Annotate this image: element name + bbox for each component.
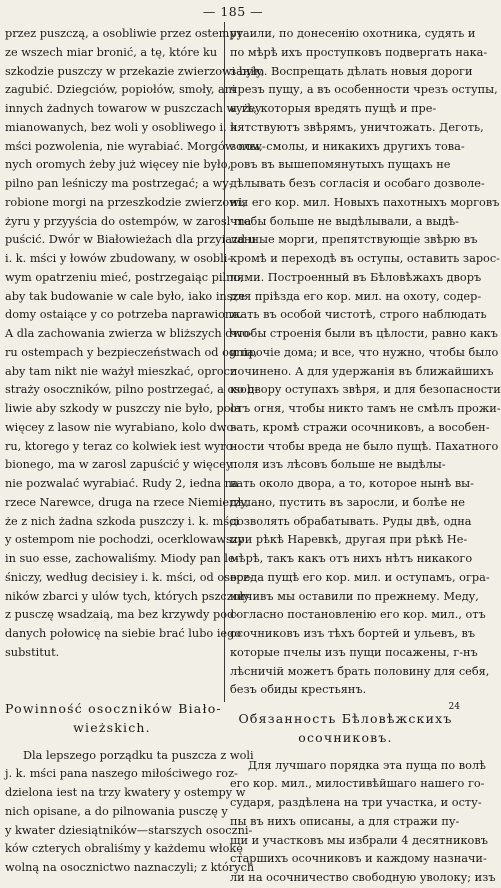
text-line: wym opatrzeniu mieć, postrzegaiąc pilno, xyxy=(5,270,244,284)
text-line: A dla zachowania zwierza w bliższych dwo- xyxy=(5,327,253,340)
text-line: по мѣрѣ ихъ проступковъ подвергать нака- xyxy=(230,45,488,59)
text-line: сударя, раздѣлена на три участка, и осту- xyxy=(230,796,482,809)
text-line: нія его кор. мил. Новыхъ пахотныхъ морговъ xyxy=(230,195,500,209)
text-line: ru, ktorego y teraz co kolwiek iest wyro- xyxy=(5,439,237,453)
text-line: dzielona iest na trzy kwatery y ostempy w xyxy=(5,786,246,799)
text-line: дѣлано, пустить въ заросли, и болѣе не xyxy=(230,495,465,509)
text-line: дѣлывать безъ согласія и особаго дозволе- xyxy=(230,177,485,190)
text-line: поля изъ лѣсовъ больше не выдѣлы- xyxy=(230,458,446,472)
text-line: mianowanych, bez woli y osobliwego i. k. xyxy=(5,120,241,134)
text-line: aby tak budowanie w cale było, iako insze xyxy=(5,289,246,303)
text-line: и прочіе дома; и все, что нужно, чтобы было xyxy=(230,345,499,359)
text-line: старшихъ осочниковъ и каждому назначи- xyxy=(230,852,487,866)
text-line: при рѣкѣ Наревкѣ, другая при рѣкѣ Не- xyxy=(230,533,468,547)
text-line: чрезъ пущу, а въ особенности чрезъ оступы, xyxy=(230,83,498,97)
text-line: i. k. mści y łowów zbudowany, w osobli- xyxy=(5,252,232,265)
text-line: wolną na osocznictwo naznaczyli; z których xyxy=(5,861,255,874)
text-line: для пріѣзда его кор. мил. на охоту, содер- xyxy=(230,289,482,303)
text-line: j. k. mści pana naszego miłościwego roz- xyxy=(5,767,238,781)
text-line: ków czterych obraliśmy y każdemu włokę xyxy=(5,842,243,856)
text-line: pilno pan leśniczy ma postrzegać; a wy- xyxy=(5,177,233,190)
text-line: straży osoczników, pilno postrzegać, a osob- xyxy=(5,383,258,397)
text-line: żyru y przyyścia do ostempów, w zarosl ma xyxy=(5,214,252,228)
text-line: жать въ особой чистотѣ, строго наблюдать xyxy=(230,308,487,322)
text-line: aby tam nikt nie ważył mieszkać, oprocz xyxy=(5,364,236,378)
text-line: domy ostaiące y co potrzeba naprawiono. xyxy=(5,308,243,322)
text-line: вреда пущѣ его кор. мил. и оступамъ, огра- xyxy=(230,570,490,584)
text-line: занію. Воспрещать дѣлать новыя дороги xyxy=(230,64,473,78)
text-line: szkodzie puszczy w przekazie zwierzowi były, xyxy=(5,64,265,78)
text-line: śniczy, według decisiey i. k. mści, od osocz- xyxy=(5,570,253,584)
text-line: лями. Построенный въ Бѣловѣжахъ дворъ xyxy=(230,270,482,284)
text-line: лѣсничій можетъ брать половину для себя, xyxy=(230,664,490,678)
text-line: ru ostempach y bezpieczeństwach od ognia, xyxy=(5,345,258,359)
text-line: Для лучшаго порядка эта пуща по волѣ xyxy=(248,758,486,772)
text-line: innych żadnych towarow w puszczach wyżey xyxy=(5,102,262,115)
left-column-polish xyxy=(5,25,266,878)
text-line: Dla lepszego porządku ta puszcza z woli xyxy=(23,748,254,762)
text-line: ników zbarci y ulów tych, których pszczoły xyxy=(5,589,250,603)
text-line: ровъ въ вышепомянутыхъ пущахъ не xyxy=(230,158,451,172)
text-line: robione morgi na przeszkodzie zwierzowi, xyxy=(5,195,247,209)
text-line: пы въ нихъ описаны, а для стражи пу- xyxy=(230,814,460,828)
text-line: nie pozwalać wyrabiać. Rudy 2, iedna na xyxy=(5,477,239,490)
left-main-text xyxy=(5,25,266,663)
right-section-text xyxy=(230,757,496,888)
page-number: — 185 — xyxy=(202,4,264,19)
text-line: substitut. xyxy=(5,645,60,659)
text-line: ze wszech miar bronić, a tę, które ku xyxy=(5,45,218,59)
text-line: y kwater dziesiątników—starszych osoczni- xyxy=(5,823,253,837)
text-line: ли на осочничество свободную уволоку; изъ xyxy=(230,871,496,884)
text-line: że z nich żadna szkoda puszczy i. k. mści xyxy=(5,514,240,528)
text-line: puścić. Dwór w Białowieżach dla przyiazd u xyxy=(5,233,257,247)
text-line: rzece Narewce, druga na rzece Niemierzy, xyxy=(5,495,249,509)
text-line: liwie aby szkody w puszczy nie było, pola xyxy=(5,402,241,415)
text-line: его кор. мил., милостивѣйшаго нашего го- xyxy=(230,777,485,791)
text-line: przez puszczą, a osobliwie przez ostempy xyxy=(5,27,243,40)
text-line: Обязанность Бѣловѣжскихъ xyxy=(238,711,453,726)
right-heading xyxy=(230,710,461,748)
text-line: мѣрѣ, такъ какъ отъ нихъ нѣтъ никакого xyxy=(230,552,473,565)
text-line: щи и участковъ мы избрали 4 десятниковъ xyxy=(230,833,488,847)
text-line: Powinność osoczników Biało- xyxy=(5,701,222,716)
text-line: осочниковъ. xyxy=(298,729,393,745)
text-line: дозволять обрабатывать. Руды двѣ, одна xyxy=(230,514,472,528)
text-line: пятствуютъ звѣрямъ, уничтожать. Деготь, xyxy=(230,120,484,134)
text-line: danych połowicę na siebie brać lubo iego xyxy=(5,627,242,640)
text-line: починено. А для удержанія въ ближайшихъ xyxy=(230,364,494,378)
text-line: zagubić. Dziegciów, popiołów, smoły, ani xyxy=(5,83,236,97)
text-line: осочниковъ изъ тѣхъ бортей и ульевъ, въ xyxy=(230,627,476,640)
text-line: согласно постановленію его кор. мил., отъ xyxy=(230,608,486,622)
left-section-text xyxy=(5,747,255,878)
text-line: nich opisane, a do pilnowania pusczę y xyxy=(5,804,228,818)
text-line: z pusczę wsadzaią, ma bez krzywdy pod- xyxy=(5,608,239,622)
text-line: утаили, по донесенію охотника, судять и xyxy=(230,27,476,40)
text-line: безъ обиды крестьянъ. xyxy=(230,683,367,697)
right-main-text xyxy=(230,25,501,700)
left-heading xyxy=(5,700,222,738)
text-line: in suo esse, zachowaliśmy. Miody pan le- xyxy=(5,552,239,565)
signature-mark: 24 xyxy=(448,702,460,712)
right-column-russian xyxy=(230,25,501,888)
text-line: отъ огня, чтобы никто тамъ не смѣлъ прожи- xyxy=(230,402,501,415)
text-line: ко двору оступахъ звѣря, и для безопасности xyxy=(230,383,501,397)
text-line: а тѣ, которыя вредять пущѣ и пре- xyxy=(230,102,437,115)
text-line: y ostempom nie pochodzi, ocerklowawszy xyxy=(5,533,245,547)
text-line: вать, кромѣ стражи осочниковъ, а воcобен- xyxy=(230,420,490,434)
text-line: золы, смолы, и никакихъ другихъ това- xyxy=(230,139,465,153)
text-line: чтобы строенія были въ цѣлости, равно какъ xyxy=(230,327,498,340)
text-line: ланные морги, препятствующіе звѣрю въ xyxy=(230,233,478,247)
text-line: вать около двора, а то, которое нынѣ вы- xyxy=(230,477,474,490)
text-line: ности чтобы вреда не было пущѣ. Пахатного xyxy=(230,439,499,453)
text-line: mści pozwolenia, nie wyrabiać. Morgów now- xyxy=(5,139,266,153)
text-line: więcey z lasow nie wyrabiano, kolo dwo- xyxy=(5,420,238,434)
text-line: nych oromych żeby już więcey nie było, xyxy=(5,158,232,172)
text-line: чтобы больше не выдѣлывали, а выдѣ- xyxy=(230,214,459,228)
text-line: кромѣ и переходѣ въ оступы, оставить зарос- xyxy=(230,252,500,265)
text-line: ничивъ мы оставили по прежнему. Меду, xyxy=(230,589,479,603)
text-line: wieżskich. xyxy=(73,719,151,735)
text-line: которые пчелы изъ пущи посажены, г-нъ xyxy=(230,645,478,659)
text-line: bionego, ma w zarosl zapuścić y więcey xyxy=(5,458,233,472)
